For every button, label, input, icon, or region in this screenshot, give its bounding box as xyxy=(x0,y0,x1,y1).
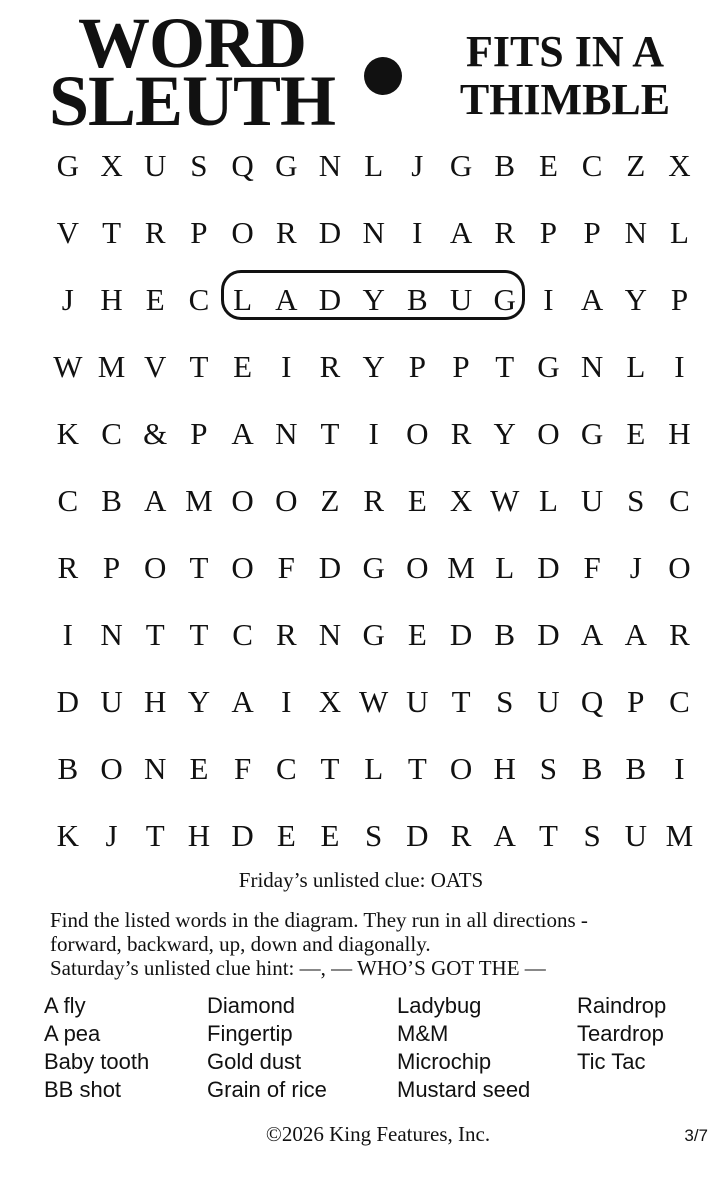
grid-cell: A xyxy=(624,617,647,652)
grid-cell: T xyxy=(538,818,558,853)
grid-cell: X xyxy=(449,483,473,518)
instructions-line-1: Find the listed words in the diagram. They run in all directions - xyxy=(50,908,588,932)
grid-cell: K xyxy=(56,818,80,853)
grid-cell: C xyxy=(57,483,79,518)
grid-cell: T xyxy=(451,684,471,719)
grid-cell: L xyxy=(364,148,384,183)
grid-cell: O xyxy=(144,550,167,585)
grid-cell: O xyxy=(537,416,560,451)
grid-cell: T xyxy=(320,416,340,451)
grid-cell: E xyxy=(276,818,296,853)
grid-cell: I xyxy=(281,349,292,384)
word-list-item: M&M xyxy=(397,1021,449,1046)
grid-cell: R xyxy=(144,215,166,250)
grid-cell: H xyxy=(144,684,167,719)
grid-cell: G xyxy=(449,148,473,183)
grid-row xyxy=(46,534,702,601)
grid-cell: E xyxy=(626,416,646,451)
grid-cell: D xyxy=(537,617,560,652)
grid-cell: G xyxy=(275,148,298,183)
word-list-item: Ladybug xyxy=(397,993,482,1018)
grid-cell: D xyxy=(449,617,473,652)
grid-cell: J xyxy=(411,148,424,183)
word-list-item: BB shot xyxy=(44,1077,122,1102)
grid-cell: B xyxy=(494,617,516,652)
grid-cell: M xyxy=(447,550,475,585)
grid-cell: I xyxy=(412,215,423,250)
grid-cell: B xyxy=(101,483,122,518)
grid-cell: A xyxy=(144,483,167,518)
grid-cell: A xyxy=(275,282,298,317)
grid-cell: J xyxy=(629,550,642,585)
grid-cell: F xyxy=(277,550,295,585)
grid-cell: W xyxy=(359,684,389,719)
grid-cell: O xyxy=(100,751,123,786)
word-list-item: A fly xyxy=(44,993,86,1018)
instructions-line-3: Saturday’s unlisted clue hint: —, — WHO’S GOT THE — xyxy=(50,956,546,980)
grid-cell: P xyxy=(408,349,426,384)
grid-cell: C xyxy=(101,416,122,451)
grid-cell: G xyxy=(493,282,516,317)
grid-cell: T xyxy=(189,349,209,384)
grid-cell: B xyxy=(407,282,428,317)
grid-cell: S xyxy=(539,751,558,786)
grid-cell: U xyxy=(100,684,123,719)
grid-cell: Z xyxy=(626,148,646,183)
grid-cell: M xyxy=(97,349,126,384)
grid-cell: D xyxy=(318,550,342,585)
grid-cell: Y xyxy=(624,282,647,317)
grid-cell: G xyxy=(580,416,604,451)
grid-cell: N xyxy=(318,148,342,183)
word-list-item: Grain of rice xyxy=(207,1077,327,1102)
grid-cell: P xyxy=(102,550,121,585)
grid-cell: R xyxy=(319,349,341,384)
grid-cell: S xyxy=(190,148,208,183)
word-list-item: Fingertip xyxy=(207,1021,293,1046)
grid-cell: Q xyxy=(231,148,254,183)
word-list-item: A pea xyxy=(44,1021,101,1046)
grid-cell: U xyxy=(580,483,604,518)
grid-cell: G xyxy=(362,617,385,652)
grid-cell: C xyxy=(232,617,253,652)
grid-cell: O xyxy=(231,483,254,518)
grid-cell: H xyxy=(100,282,123,317)
word-list-column-2 xyxy=(207,992,327,1104)
grid-row xyxy=(46,802,702,869)
grid-cell: E xyxy=(407,483,427,518)
grid-cell: J xyxy=(61,282,74,317)
grid-cell: E xyxy=(145,282,165,317)
grid-cell: N xyxy=(318,617,342,652)
grid-cell: I xyxy=(368,416,379,451)
grid-cell: A xyxy=(231,416,254,451)
grid-cell: O xyxy=(406,416,429,451)
word-list-item: Gold dust xyxy=(207,1049,302,1074)
grid-cell: N xyxy=(144,751,167,786)
grid-cell: R xyxy=(669,617,690,652)
grid-cell: B xyxy=(625,751,647,786)
example-word-circle xyxy=(221,270,525,320)
grid-cell: L xyxy=(670,215,689,250)
grid-cell: A xyxy=(580,617,604,652)
word-list-item: Baby tooth xyxy=(44,1049,150,1074)
grid-cell: R xyxy=(275,617,297,652)
grid-cell: A xyxy=(493,818,516,853)
grid-cell: H xyxy=(187,818,211,853)
word-list-item: Microchip xyxy=(397,1049,492,1074)
grid-cell: N xyxy=(580,349,604,384)
grid-cell: L xyxy=(233,282,253,317)
grid-cell: T xyxy=(495,349,515,384)
grid-cell: R xyxy=(275,215,297,250)
grid-cell: Y xyxy=(187,684,211,719)
word-list-column-4 xyxy=(577,992,666,1076)
title-line-1: WORD xyxy=(78,3,306,83)
grid-cell: U xyxy=(537,684,560,719)
grid-cell: T xyxy=(189,617,209,652)
grid-cell: E xyxy=(233,349,253,384)
grid-cell: I xyxy=(281,684,292,719)
grid-cell: T xyxy=(102,215,121,250)
grid-cell: D xyxy=(318,215,342,250)
grid-cell: H xyxy=(668,416,691,451)
grid-cell: M xyxy=(665,818,694,853)
grid-cell: Y xyxy=(362,282,385,317)
grid-cell: U xyxy=(406,684,429,719)
word-list-item: Teardrop xyxy=(577,1021,664,1046)
grid-cell: B xyxy=(581,751,603,786)
grid-cell: O xyxy=(449,751,473,786)
grid-cell: S xyxy=(627,483,645,518)
grid-cell: L xyxy=(364,751,384,786)
grid-cell: N xyxy=(624,215,647,250)
grid-cell: O xyxy=(668,550,691,585)
grid-cell: T xyxy=(320,751,340,786)
grid-cell: R xyxy=(363,483,384,518)
grid-cell: K xyxy=(56,416,80,451)
grid-cell: J xyxy=(105,818,118,853)
grid-cell: X xyxy=(668,148,691,183)
grid-cell: D xyxy=(231,818,254,853)
grid-row xyxy=(46,668,702,735)
grid-cell: C xyxy=(275,751,297,786)
grid-cell: A xyxy=(449,215,473,250)
grid-row xyxy=(46,333,702,400)
grid-cell: T xyxy=(145,818,165,853)
grid-cell: R xyxy=(450,416,472,451)
grid-cell: X xyxy=(100,148,123,183)
grid-cell: R xyxy=(494,215,516,250)
grid-cell: U xyxy=(449,282,473,317)
grid-cell: C xyxy=(669,684,690,719)
grid-cell: E xyxy=(538,148,558,183)
word-list-column-3 xyxy=(397,992,530,1104)
grid-cell: L xyxy=(538,483,558,518)
grid-cell: Z xyxy=(320,483,340,518)
grid-cell: A xyxy=(580,282,604,317)
bullet-dot xyxy=(364,57,402,95)
grid-cell: R xyxy=(57,550,79,585)
grid-cell: E xyxy=(320,818,340,853)
grid-cell: C xyxy=(581,148,603,183)
grid-cell: D xyxy=(406,818,429,853)
title-line-2: SLEUTH xyxy=(48,61,336,141)
instructions-line-2: forward, backward, up, down and diagonally. xyxy=(50,932,431,956)
grid-cell: Y xyxy=(493,416,516,451)
grid-cell: Y xyxy=(362,349,385,384)
word-list-item: Diamond xyxy=(207,993,296,1018)
grid-cell: L xyxy=(495,550,515,585)
grid-cell: C xyxy=(188,282,210,317)
grid-cell: I xyxy=(674,751,685,786)
grid-row xyxy=(46,199,702,266)
grid-cell: & xyxy=(143,416,168,451)
grid-cell: P xyxy=(583,215,601,250)
grid-cell: W xyxy=(490,483,520,518)
grid-cell: R xyxy=(450,818,472,853)
word-list-item: Raindrop xyxy=(577,993,667,1018)
date-label: 3/7 xyxy=(684,1126,708,1145)
grid-cell: F xyxy=(583,550,601,585)
grid-cell: D xyxy=(56,684,80,719)
grid-cell: I xyxy=(674,349,685,384)
grid-cell: I xyxy=(543,282,554,317)
grid-cell: F xyxy=(233,751,252,786)
grid-cell: N xyxy=(100,617,123,652)
grid-cell: N xyxy=(362,215,385,250)
word-list-column-1 xyxy=(44,992,149,1104)
grid-cell: B xyxy=(494,148,516,183)
grid-cell: T xyxy=(145,617,165,652)
grid-cell: D xyxy=(537,550,560,585)
grid-row xyxy=(46,467,702,534)
grid-cell: P xyxy=(190,416,208,451)
grid-cell: I xyxy=(62,617,73,652)
grid-cell: O xyxy=(406,550,429,585)
grid-cell: O xyxy=(231,550,254,585)
grid-cell: A xyxy=(231,684,254,719)
grid-cell: L xyxy=(626,349,646,384)
grid-cell: P xyxy=(670,282,689,317)
grid-cell: G xyxy=(362,550,385,585)
grid-cell: V xyxy=(56,215,80,250)
grid-cell: N xyxy=(275,416,298,451)
grid-cell: E xyxy=(189,751,209,786)
grid-row xyxy=(46,400,702,467)
grid-cell: T xyxy=(407,751,427,786)
grid-cell: G xyxy=(537,349,560,384)
grid-cell: P xyxy=(190,215,208,250)
grid-cell: E xyxy=(407,617,427,652)
grid-cell: V xyxy=(144,349,167,384)
grid-cell: S xyxy=(496,684,514,719)
theme-line-2: THIMBLE xyxy=(459,75,671,124)
friday-clue: Friday’s unlisted clue: OATS xyxy=(238,868,484,892)
grid-row xyxy=(46,132,702,199)
grid-cell: Q xyxy=(580,684,604,719)
grid-cell: G xyxy=(56,148,80,183)
word-list-item: Mustard seed xyxy=(397,1077,531,1102)
grid-row xyxy=(46,735,702,802)
grid-cell: S xyxy=(583,818,601,853)
word-list-item: Tic Tac xyxy=(577,1049,646,1074)
grid-cell: X xyxy=(318,684,342,719)
grid-cell: U xyxy=(144,148,167,183)
grid-cell: P xyxy=(539,215,558,250)
grid-cell: P xyxy=(452,349,470,384)
grid-cell: W xyxy=(53,349,83,384)
grid-cell: U xyxy=(624,818,647,853)
letter-grid xyxy=(46,132,702,869)
copyright: ©2026 King Features, Inc. xyxy=(265,1122,491,1146)
instructions xyxy=(50,908,710,980)
grid-row xyxy=(46,601,702,668)
grid-cell: M xyxy=(185,483,213,518)
grid-cell: D xyxy=(318,282,342,317)
grid-cell: T xyxy=(189,550,209,585)
grid-cell: B xyxy=(57,751,79,786)
theme-line-1: FITS IN A xyxy=(465,27,665,76)
grid-cell: H xyxy=(493,751,516,786)
theme-title xyxy=(430,28,700,124)
grid-cell: S xyxy=(365,818,383,853)
grid-cell: O xyxy=(231,215,254,250)
title xyxy=(42,3,342,141)
grid-cell: O xyxy=(275,483,298,518)
grid-cell: C xyxy=(669,483,690,518)
grid-cell: P xyxy=(627,684,645,719)
